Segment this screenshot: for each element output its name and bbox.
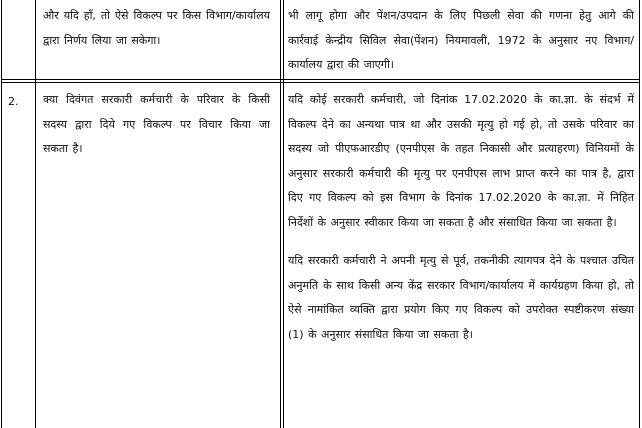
- table-border-right: [639, 0, 640, 428]
- table-border-left: [1, 0, 2, 428]
- column-divider-2b: [283, 0, 284, 428]
- row1-question-text: और यदि हाँ, तो ऐसे विकल्प पर किस विभाग/कार्यालय द्वारा निर्णय लिया जा सकेगा।: [43, 9, 270, 47]
- row1-answer-text: भी लागू होगा और पेंशन/उपदान के लिए पिछली सेवा की गणना हेतु आगे की कार्रवाई केन्द्रीय सिविल सेवा(पेंशन) नियमावली, 1972 के अनुसार नए विभाग/कार्यालय द्वारा की जाएगी।: [288, 9, 634, 71]
- row2-answer-para1: यदि कोई सरकारी कर्मचारी, जो दिनांक 17.02.2020 के का.ज्ञा. के संदर्भ में विकल्प देने का अन्यथा पात्र था और उसकी मृत्यु हो गई हो, तो उसके परिवार का सदस्य जो पीएफआरडीए (एनपीएस के तहत निकासी और प्रत्याहरण) विनियमों के अनुसार सरकारी कर्मचारी की मृत्यु पर एनपीएस लाभ प्राप्त करने का पात्र है, द्वारा दिए गए विकल्प को इस विभाग के दिनांक 17.02.2020 के का.ज्ञा. में निहित निर्देशों के अनुसार स्वीकार किया जा सकता है और संसाधित किया जा सकता है।: [288, 93, 634, 229]
- column-divider-2a: [280, 0, 281, 428]
- row1-question-cell: [43, 4, 270, 60]
- row2-answer-para2: यदि सरकारी कर्मचारी ने अपनी मृत्यु से पूर्व, तकनीकी त्यागपत्र देने के पश्चात उचित अनुमति के साथ किसी अन्य केंद्र सरकार विभाग/कार्यालय में कार्यग्रहण किया हो, तो ऐसे नामांकित व्यक्ति द्वारा प्रयोग किए गए विकल्प को उपरोक्त स्पष्टीकरण संख्या (1) के अनुसार संसाधित किया जा सकता है।: [288, 254, 634, 341]
- column-divider-1: [35, 0, 36, 428]
- row2-question-cell: [43, 88, 270, 168]
- row2-serial-number: 2.: [8, 95, 19, 108]
- row2-answer-cell: [288, 88, 634, 428]
- row2-question-text: क्या दिवंगत सरकारी कर्मचारी के परिवार के किसी सदस्य द्वारा दिये गए विकल्प पर विचार किया जा सकता है।: [43, 93, 270, 155]
- row1-answer-cell: [288, 4, 634, 80]
- row-divider-b: [1, 82, 640, 83]
